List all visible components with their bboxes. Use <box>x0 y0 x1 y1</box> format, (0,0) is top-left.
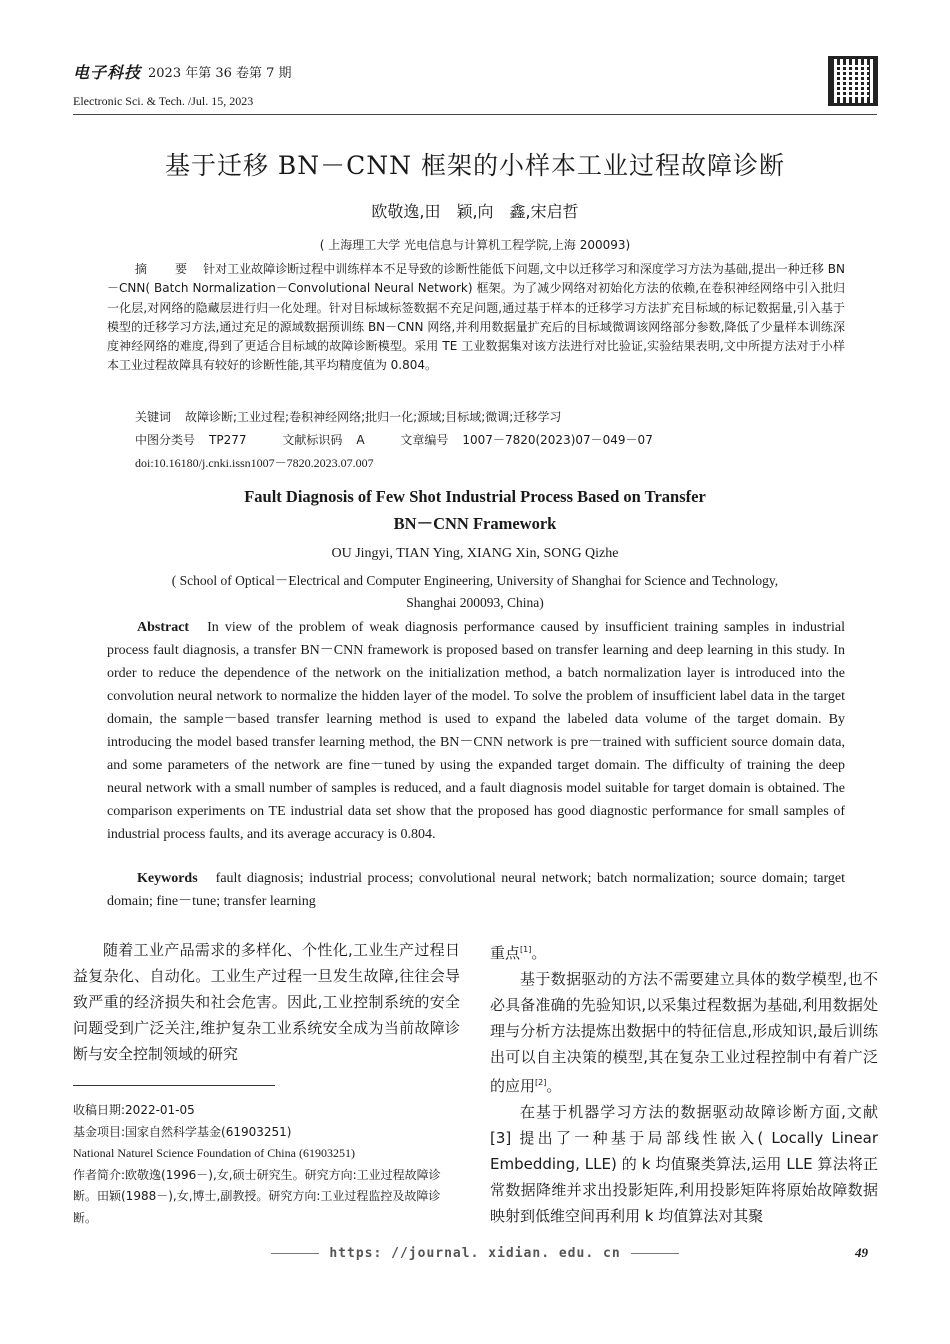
keywords-cn-label: 关键词 <box>135 410 172 424</box>
body-column-left <box>73 937 460 1067</box>
abstract-cn <box>107 260 845 376</box>
title-en-line1: Fault Diagnosis of Few Shot Industrial Process Based on Transfer <box>244 487 706 506</box>
fund-en: National Naturel Science Foundation of China (61903251) <box>73 1146 355 1160</box>
affiliation-en <box>0 570 950 614</box>
paragraph-text: 在基于机器学习方法的数据驱动故障诊断方面,文献 <box>520 1103 878 1121</box>
author-bio: 作者简介:欧敬逸(1996－),女,硕士研究生。研究方向:工业过程故障诊断。田颖(1988－),女,博士,副教授。研究方向:工业过程监控及故障诊断。 <box>73 1167 441 1225</box>
citation-link[interactable]: [1] <box>520 945 532 954</box>
keywords-cn <box>107 408 873 427</box>
page-title-cn: 基于迁移 BN－CNN 框架的小样本工业过程故障诊断 <box>164 151 786 180</box>
footnotes <box>73 1100 463 1229</box>
body-paragraph: 随着工业产品需求的多样化、个性化,工业生产过程日益复杂化、自动化。工业生产过程一旦发生故障,往往会导致严重的经济损失和社会危害。因此,工业控制系统的安全问题受到广泛关注,维护复杂工业系统安全成为当前故障诊断与安全控制领域的研究 <box>73 941 460 1063</box>
doi: doi:10.16180/j.cnki.issn1007－7820.2023.07.007 <box>135 456 374 470</box>
qr-code-icon <box>828 56 878 106</box>
paragraph-text: 提出了一种基于局部线性嵌入( Locally Linear Embedding, LLE) 的 k 均值聚类算法,运用 LLE 算法将正常数据降维并求出投影矩阵,利用投影矩阵将原始故障数据映射到低维空间再利用 k 均值算法对其聚 <box>490 1129 878 1225</box>
header-divider <box>73 114 877 115</box>
fund-cn: 基金项目:国家自然科学基金(61903251) <box>73 1124 292 1139</box>
doc-code-label: 文献标识码 <box>282 433 343 447</box>
keywords-en <box>107 867 845 913</box>
paragraph-text: 基于数据驱动的方法不需要建立具体的数学模型,也不必具备准确的先验知识,以采集过程数据为基础,利用数据处理与分析方法提炼出数据中的特征信息,形成知识,最后训练出可以自主决策的模型,其在复杂工业过程控制中有着广泛的应用 <box>490 970 878 1095</box>
page-number: 49 <box>855 1245 868 1260</box>
abstract-en <box>107 616 845 846</box>
paragraph-text: 。 <box>531 944 547 962</box>
abstract-cn-text: 针对工业故障诊断过程中训练样本不足导致的诊断性能低下问题,文中以迁移学习和深度学习方法为基础,提出一种迁移 BN－CNN( Batch Normalization－Convolutional Neural Network) 框架。为了减少网络对初始化方法的依赖,在卷积神经网络中引入批归一化层,对网络的隐藏层进行归一化处理。针对目标域标签数据不充足问题,通过基于样本的迁移学习方法扩充目标域的标记数据量,引入基于模型的迁移学习方法,通过充足的源域数据预训练 BN－CNN 网络,并利用数据量扩充后的目标域微调该网络部分参数,降低了少量样本训练深度神经网络的难度,得到了更适合目标域的故障诊断模型。采用 TE 工业数据集对该方法进行对比验证,实验结果表明,文中所提方法对于小样本工业过程故障具有较好的诊断性能,其平均精度值为 0.804。 <box>107 262 845 373</box>
journal-logo: 电子科技 <box>73 63 142 82</box>
abstract-en-label: Abstract <box>137 620 190 635</box>
keywords-en-label: Keywords <box>137 871 198 886</box>
body-paragraph <box>490 966 878 1099</box>
received-date: 收稿日期:2022-01-05 <box>73 1103 195 1117</box>
article-no-value: 1007－7820(2023)07－049－07 <box>462 433 653 447</box>
page-title-en <box>0 483 950 537</box>
abstract-cn-label: 摘 要 <box>135 262 196 276</box>
classification-line <box>107 431 873 450</box>
citation-link[interactable]: [2] <box>535 1078 547 1087</box>
journal-english-name: Electronic Sci. & Tech. /Jul. 15, 2023 <box>73 94 254 108</box>
footnote-divider <box>73 1085 275 1086</box>
title-en-line2: BN－CNN Framework <box>393 514 557 533</box>
body-paragraph <box>490 937 878 966</box>
affiliation-en-line2: Shanghai 200093, China) <box>406 595 544 610</box>
affiliation-cn: ( 上海理工大学 光电信息与计算机工程学院,上海 200093) <box>319 238 631 252</box>
affiliation-en-line1: ( School of Optical－Electrical and Computer Engineering, University of Shanghai for Science and Technology, <box>171 573 779 588</box>
keywords-en-text: fault diagnosis; industrial process; convolutional neural network; batch normalization; source domain; target domain; fine－tune; transfer learning <box>107 871 845 909</box>
citation-link[interactable]: [3] <box>490 1129 512 1147</box>
authors-cn: 欧敬逸,田 颖,向 鑫,宋启哲 <box>371 202 579 221</box>
body-column-right <box>490 937 878 1229</box>
clc-label: 中图分类号 <box>135 433 196 447</box>
clc-value: TP277 <box>209 433 247 447</box>
article-no-label: 文章编号 <box>400 433 449 447</box>
issue-info: 2023 年第 36 卷第 7 期 <box>148 66 292 81</box>
authors-en: OU Jingyi, TIAN Ying, XIANG Xin, SONG Qizhe <box>331 546 619 561</box>
keywords-cn-text: 故障诊断;工业过程;卷积神经网络;批归一化;源域;目标域;微调;迁移学习 <box>185 410 562 424</box>
journal-url-link[interactable]: https: //journal. xidian. edu. cn <box>0 1246 950 1261</box>
paragraph-text: 。 <box>546 1077 562 1095</box>
doc-code-value: A <box>356 433 365 447</box>
body-paragraph <box>490 1099 878 1229</box>
paragraph-text: 重点 <box>490 944 521 962</box>
abstract-en-text: In view of the problem of weak diagnosis performance caused by insufficient training samples in industrial process fault diagnosis, a transfer BN－CNN framework is proposed based on transfer learning and deep learning in this study. In order to reduce the dependence of the network on the initialization method, a batch normalization layer is introduced into the convolution neural network to normalize the hidden layer of the model. To solve the problem of insufficient label data in the target domain, the sample－based transfer learning method is used to expand the labeled data volume of the target domain. By introducing the model based transfer learning method, the BN－CNN network is pre－trained with sufficient source domain data, and some parameters of the network are fine－tuned by using the expanded target domain. The difficulty of training the deep neural network with a small number of samples is reduced, and a fault diagnosis model suitable for target domain is obtained. The comparison experiments on TE industrial data set show that the proposed has good diagnostic performance for small samples of industrial process faults, and its average accuracy is 0.804. <box>107 620 845 842</box>
